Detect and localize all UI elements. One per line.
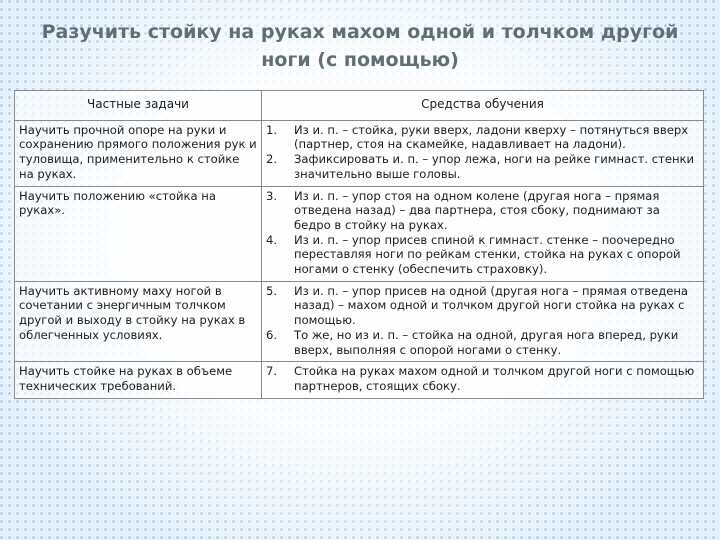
means-cell	[262, 186, 704, 281]
task-cell: Научить активному маху ногой в сочетании с энергичным толчком другой и выходу в стойку на руках в облегченных условиях.	[15, 281, 262, 362]
means-item	[266, 233, 699, 277]
header-tasks: Частные задачи	[15, 91, 262, 121]
task-cell: Научить положению «стойка на руках».	[15, 186, 262, 281]
means-cell	[262, 281, 704, 362]
means-number: 3.	[266, 188, 278, 203]
means-list	[266, 284, 699, 358]
means-item	[266, 284, 699, 328]
task-cell: Научить прочной опоре на руки и сохранению прямого положения рук и туловища, применительно к стойке на руках.	[15, 120, 262, 186]
means-text: Из и. п. – упор присев спиной к гимнаст. стенке – поочередно переставляя ноги по рейкам стенки, стойка на руках с опорой ногами о стенку (обеспечить страховку).	[294, 232, 681, 277]
means-item	[266, 189, 699, 233]
means-number: 6.	[266, 327, 278, 342]
means-list	[266, 123, 699, 182]
means-cell	[262, 120, 704, 186]
means-item	[266, 328, 699, 357]
means-number: 7.	[266, 364, 278, 379]
table-row	[15, 186, 704, 281]
means-number: 2.	[266, 152, 278, 167]
means-cell	[262, 362, 704, 398]
means-list	[266, 364, 699, 393]
means-text: Из и. п. – упор стоя на одном колене (другая нога – прямая отведена назад) – два партнера, стоя сбоку, поднимают за бедро в стойку на руках.	[294, 188, 660, 232]
slide-title: Разучить стойку на руках махом одной и толчком другой ноги (с помощью)	[41, 21, 679, 71]
means-item	[266, 123, 699, 152]
means-item	[266, 364, 699, 393]
table-row	[15, 362, 704, 398]
means-list	[266, 189, 699, 277]
table-row	[15, 120, 704, 186]
means-text: Стойка на руках махом одной и толчком другой ноги с помощью партнеров, стоящих сбоку.	[294, 364, 695, 393]
means-text: Из и. п. – стойка, руки вверх, ладони кверху – потянуться вверх (партнер, стоя на скамейке, надавливает на ладони).	[294, 122, 689, 152]
means-number: 4.	[266, 232, 278, 247]
task-cell: Научить стойке на руках в объеме технических требований.	[15, 362, 262, 398]
means-text: Из и. п. – упор присев на одной (другая нога – прямая отведена назад) – махом одной и толчком другой ноги стойка на руках с помощью.	[294, 283, 689, 328]
means-item	[266, 152, 699, 181]
table-row	[15, 281, 704, 362]
teaching-table	[14, 90, 704, 399]
means-number: 5.	[266, 283, 278, 298]
means-text: Зафиксировать и. п. – упор лежа, ноги на рейке гимнаст. стенки значительно выше головы.	[294, 152, 695, 181]
header-means: Средства обучения	[262, 91, 704, 121]
means-number: 1.	[266, 122, 278, 137]
table-header-row	[15, 91, 704, 121]
means-text: То же, но из и. п. – стойка на одной, другая нога вперед, руки вверх, выполняя с опорой ногами о стенку.	[294, 327, 679, 357]
